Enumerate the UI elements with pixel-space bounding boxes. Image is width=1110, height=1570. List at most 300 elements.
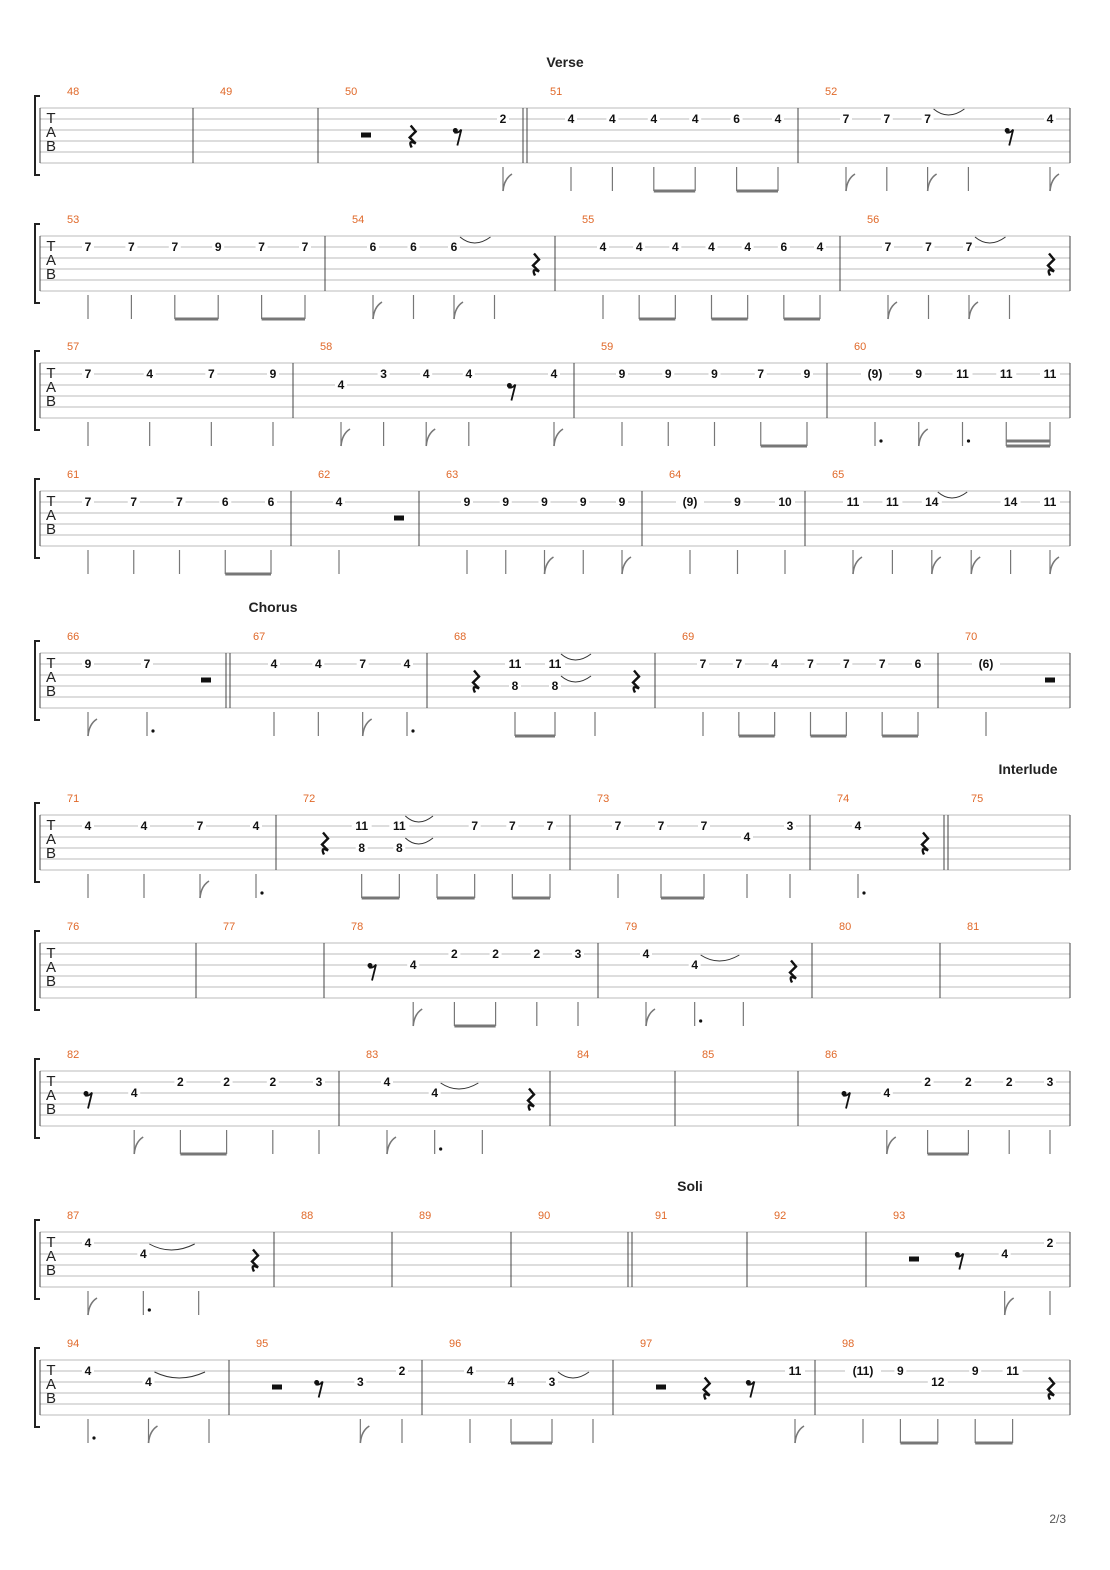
dot — [92, 1436, 95, 1439]
tab-clef-letter: B — [45, 1262, 57, 1279]
quarter-rest — [1048, 1378, 1054, 1400]
fret-number: 14 — [1003, 495, 1018, 509]
measure-number: 84 — [577, 1049, 590, 1061]
tab-system — [35, 54, 1070, 191]
fret-number: 3 — [1046, 1075, 1054, 1089]
fret-number: 4 — [466, 1364, 474, 1378]
fret-number: 7 — [807, 657, 814, 671]
note-flag — [341, 429, 350, 446]
measure — [427, 631, 639, 736]
measure-number: 93 — [893, 1210, 906, 1222]
fret-number: 4 — [130, 1086, 138, 1100]
system-bracket — [35, 803, 40, 882]
fret-number: 9 — [915, 367, 923, 381]
fret-number: 2 — [177, 1075, 184, 1089]
note-flag — [969, 302, 978, 319]
measure — [40, 793, 264, 898]
fret-number: 11 — [788, 1364, 802, 1378]
section-label: Verse — [546, 54, 584, 70]
fret-number: 9 — [664, 367, 672, 381]
measure — [798, 86, 1059, 191]
dot — [862, 891, 865, 894]
measure-number: 98 — [842, 1338, 855, 1350]
fret-number: 4 — [383, 1075, 391, 1089]
fret-number: 11 — [1043, 495, 1057, 509]
measure-number: 51 — [550, 86, 563, 98]
fret-number: 3 — [315, 1075, 323, 1089]
measure-number: 92 — [774, 1210, 787, 1222]
fret-number: 9 — [463, 495, 471, 509]
measure-number: 52 — [825, 86, 838, 98]
note-flag — [387, 1137, 396, 1154]
quarter-rest — [633, 671, 639, 693]
fret-number: 6 — [267, 495, 275, 509]
fret-number: 6 — [733, 112, 740, 126]
fret-number: 7 — [883, 112, 891, 126]
fret-number: (9) — [867, 367, 883, 381]
fret-number: 14 — [925, 495, 939, 509]
measure — [511, 1210, 550, 1287]
measure — [40, 214, 311, 319]
system-bracket — [35, 1348, 40, 1427]
measure — [193, 86, 232, 163]
fret-number: 6 — [450, 240, 458, 254]
measure — [274, 1210, 313, 1287]
measure — [938, 631, 1055, 736]
measure-number: 70 — [965, 631, 978, 643]
note-flag — [1050, 557, 1059, 574]
fret-number: 3 — [548, 1375, 556, 1389]
fret-number: 4 — [550, 367, 558, 381]
eighth-rest — [453, 128, 462, 146]
measure-number: 64 — [669, 469, 682, 481]
fret-number: 7 — [128, 240, 135, 254]
fret-number: 11 — [508, 657, 522, 671]
fret-number: 7 — [207, 367, 215, 381]
measure — [598, 921, 796, 1026]
note-flag — [846, 174, 855, 191]
fret-number: 4 — [854, 819, 862, 833]
fret-number: 4 — [774, 112, 782, 126]
dot — [699, 1019, 702, 1022]
tab-clef-letter: A — [45, 1087, 57, 1104]
fret-number: 4 — [691, 958, 699, 972]
tab-system — [35, 1049, 1070, 1154]
measure — [40, 469, 277, 574]
fret-number: 4 — [744, 240, 752, 254]
measure-number: 76 — [67, 921, 80, 933]
quarter-rest — [252, 1250, 258, 1272]
measure-number: 72 — [303, 793, 316, 805]
tab-system — [35, 469, 1070, 574]
measure — [318, 86, 512, 191]
measure — [291, 469, 404, 574]
tie — [405, 816, 433, 822]
measure-number: 57 — [67, 341, 80, 353]
section-label: Soli — [677, 1178, 703, 1194]
eighth-rest — [842, 1091, 851, 1109]
measure-number: 59 — [601, 341, 614, 353]
measure-number: 87 — [67, 1210, 80, 1222]
fret-number: 4 — [431, 1086, 439, 1100]
measure-number: 48 — [67, 86, 80, 98]
tab-clef-letter: B — [45, 683, 57, 700]
tab-clef-letter: T — [46, 365, 56, 382]
tab-clef-letter: B — [45, 138, 57, 155]
fret-number: 11 — [1006, 1364, 1019, 1378]
measure-number: 91 — [655, 1210, 668, 1222]
note-flag — [200, 881, 209, 898]
note-flag — [426, 429, 435, 446]
measure-number: 53 — [67, 214, 80, 226]
fret-number: 3 — [380, 367, 387, 381]
measure — [812, 921, 851, 998]
measure — [574, 341, 813, 446]
tab-clef-letter: A — [45, 124, 57, 141]
fret-number: 2 — [398, 1364, 406, 1378]
fret-number: 4 — [599, 240, 607, 254]
note-flag — [149, 1426, 158, 1443]
fret-number: 4 — [146, 367, 154, 381]
tie — [561, 654, 591, 660]
measure — [40, 1210, 258, 1315]
fret-number: 4 — [314, 657, 322, 671]
system-bracket — [35, 224, 40, 303]
tie — [934, 109, 965, 115]
system-bracket — [35, 1220, 40, 1299]
fret-number: 9 — [971, 1364, 979, 1378]
measure — [944, 793, 983, 870]
fret-number: 9 — [502, 495, 510, 509]
fret-number: 3 — [574, 947, 582, 961]
tab-clef-letter: A — [45, 959, 57, 976]
fret-number: 4 — [650, 112, 658, 126]
fret-number: 4 — [771, 657, 779, 671]
system-bracket — [35, 479, 40, 558]
tie — [701, 955, 740, 961]
measure-number: 75 — [971, 793, 984, 805]
fret-number: 3 — [786, 819, 794, 833]
fret-number: 7 — [301, 240, 309, 254]
dot — [151, 729, 154, 732]
fret-number: 7 — [842, 657, 850, 671]
fret-number: 7 — [171, 240, 179, 254]
note-flag — [554, 429, 563, 446]
tie — [975, 237, 1006, 243]
measure-number: 50 — [345, 86, 358, 98]
system-bracket — [35, 96, 40, 175]
measure-number: 85 — [702, 1049, 715, 1061]
half-rest — [909, 1257, 919, 1262]
fret-number: 3 — [356, 1375, 364, 1389]
fret-number: 11 — [392, 819, 406, 833]
fret-number: 4 — [465, 367, 473, 381]
fret-number: 4 — [567, 112, 575, 126]
measure — [805, 469, 1060, 574]
fret-number: 11 — [1043, 367, 1057, 381]
note-flag — [928, 174, 937, 191]
measure — [419, 469, 631, 574]
fret-number: 7 — [258, 240, 265, 254]
fret-number: 4 — [252, 819, 260, 833]
tab-clef-letter: T — [46, 1073, 56, 1090]
fret-number: 4 — [1046, 112, 1054, 126]
fret-number: 9 — [711, 367, 718, 381]
note-flag — [887, 1137, 896, 1154]
fret-number: 4 — [422, 367, 430, 381]
fret-number: 9 — [579, 495, 587, 509]
fret-number: 10 — [778, 495, 792, 509]
tab-clef-letter: A — [45, 379, 57, 396]
note-flag — [932, 557, 941, 574]
measure — [40, 1049, 325, 1154]
measure — [810, 793, 928, 898]
fret-number: (11) — [852, 1364, 874, 1378]
fret-number: 6 — [221, 495, 229, 509]
fret-number: 4 — [139, 1247, 147, 1261]
tab-clef-letter: A — [45, 831, 57, 848]
fret-number: 7 — [884, 240, 892, 254]
system-bracket — [35, 1059, 40, 1138]
fret-number: 7 — [84, 240, 92, 254]
measure-number: 62 — [318, 469, 331, 481]
fret-number: 8 — [551, 679, 559, 693]
dot — [148, 1308, 151, 1311]
tab-system — [35, 1178, 1070, 1315]
fret-number: 9 — [618, 367, 626, 381]
measure — [392, 1210, 431, 1287]
note-flag — [363, 719, 372, 736]
tie — [558, 1372, 589, 1378]
quarter-rest — [410, 126, 416, 148]
measure — [628, 1210, 667, 1287]
dot — [411, 729, 414, 732]
measure-number: 80 — [839, 921, 852, 933]
measure — [827, 341, 1060, 446]
measure-number: 79 — [625, 921, 638, 933]
fret-number: 4 — [403, 657, 411, 671]
fret-number: 7 — [176, 495, 183, 509]
fret-number: 4 — [84, 1364, 92, 1378]
fret-number: 4 — [691, 112, 699, 126]
system-bracket — [35, 931, 40, 1010]
tab-clef-letter: B — [45, 1101, 57, 1118]
section-label: Interlude — [998, 761, 1058, 777]
measure-number: 54 — [352, 214, 365, 226]
dot — [879, 439, 882, 442]
measure-number: 56 — [867, 214, 880, 226]
dot — [260, 891, 263, 894]
half-rest — [1045, 678, 1055, 683]
fret-number: 2 — [499, 112, 507, 126]
fret-number: 9 — [897, 1364, 904, 1378]
fret-number: 4 — [883, 1086, 891, 1100]
fret-number: 7 — [924, 112, 931, 126]
measure — [40, 1338, 209, 1443]
fret-number: 11 — [886, 495, 899, 509]
measure — [422, 1338, 593, 1443]
tab-clef-letter: B — [45, 521, 57, 538]
measure-number: 74 — [837, 793, 850, 805]
fret-number: 7 — [700, 819, 708, 833]
measure-number: 81 — [967, 921, 980, 933]
fret-number: 7 — [84, 495, 92, 509]
section-label: Chorus — [248, 599, 298, 615]
quarter-rest — [528, 1089, 534, 1111]
fret-number: 7 — [699, 657, 707, 671]
fret-number: (6) — [978, 657, 994, 671]
quarter-rest — [922, 833, 928, 855]
quarter-rest — [322, 833, 328, 855]
tab-system — [35, 214, 1070, 319]
tab-clef-letter: T — [46, 238, 56, 255]
measure-number: 94 — [67, 1338, 80, 1350]
tab-clef-letter: A — [45, 507, 57, 524]
note-flag — [88, 1298, 97, 1315]
fret-number: 9 — [618, 495, 626, 509]
note-flag — [1005, 1298, 1014, 1315]
fret-number: 7 — [143, 657, 151, 671]
measure — [550, 1049, 589, 1126]
system-bracket — [35, 351, 40, 430]
quarter-rest — [1048, 254, 1054, 276]
fret-number: 8 — [395, 841, 403, 855]
fret-number: 9 — [734, 495, 741, 509]
fret-number: 4 — [816, 240, 824, 254]
measure — [523, 86, 784, 191]
fret-number: 2 — [223, 1075, 230, 1089]
note-flag — [88, 719, 97, 736]
measure-number: 60 — [854, 341, 867, 353]
fret-number: 4 — [140, 819, 148, 833]
fret-number: (9) — [682, 495, 698, 509]
fret-number: 7 — [359, 657, 367, 671]
tie — [405, 838, 433, 844]
measure-number: 49 — [220, 86, 233, 98]
quarter-rest — [473, 671, 479, 693]
fret-number: 2 — [269, 1075, 277, 1089]
measure-number: 69 — [682, 631, 695, 643]
fret-number: 4 — [409, 958, 417, 972]
fret-number: 7 — [84, 367, 92, 381]
fret-number: 4 — [609, 112, 616, 126]
measure-number: 66 — [67, 631, 80, 643]
measure — [570, 793, 796, 898]
tab-clef-letter: A — [45, 252, 57, 269]
fret-number: 7 — [878, 657, 886, 671]
tie — [155, 1372, 206, 1378]
fret-number: 6 — [410, 240, 417, 254]
quarter-rest — [704, 1378, 710, 1400]
measure-number: 67 — [253, 631, 266, 643]
measure — [325, 214, 539, 319]
measure — [840, 214, 1054, 319]
measure — [642, 469, 795, 574]
fret-number: 8 — [511, 679, 519, 693]
half-rest — [361, 133, 371, 138]
fret-number: 7 — [842, 112, 850, 126]
measure — [324, 921, 584, 1026]
measure-number: 58 — [320, 341, 333, 353]
measure-number: 88 — [301, 1210, 314, 1222]
system-bracket — [35, 641, 40, 720]
measure-number: 96 — [449, 1338, 462, 1350]
note-flag — [622, 557, 631, 574]
fret-number: 4 — [635, 240, 643, 254]
fret-number: 11 — [999, 367, 1013, 381]
measure — [40, 631, 211, 736]
note-flag — [919, 429, 928, 446]
tab-clef-letter: B — [45, 973, 57, 990]
fret-number: 4 — [270, 657, 278, 671]
measure — [555, 214, 826, 319]
measure — [196, 921, 235, 998]
note-flag — [413, 1009, 422, 1026]
note-flag — [795, 1426, 804, 1443]
measure-number: 55 — [582, 214, 595, 226]
fret-number: 11 — [956, 367, 969, 381]
fret-number: 9 — [269, 367, 277, 381]
fret-number: 4 — [335, 495, 343, 509]
measure-number: 77 — [223, 921, 236, 933]
measure — [675, 1049, 714, 1126]
note-flag — [1050, 174, 1059, 191]
tab-clef-letter: T — [46, 655, 56, 672]
measure-number: 63 — [446, 469, 459, 481]
note-flag — [373, 302, 382, 319]
fret-number: 9 — [84, 657, 92, 671]
measure — [293, 341, 563, 446]
measure — [40, 341, 279, 446]
quarter-rest — [790, 961, 796, 983]
fret-number: 4 — [1001, 1247, 1009, 1261]
fret-number: 9 — [541, 495, 548, 509]
tab-clef-letter: B — [45, 266, 57, 283]
measure-number: 61 — [67, 469, 80, 481]
tab-system — [35, 599, 1070, 736]
fret-number: 7 — [925, 240, 932, 254]
measure — [613, 1338, 805, 1443]
fret-number: 4 — [671, 240, 679, 254]
fret-number: 4 — [507, 1375, 515, 1389]
measure-number: 90 — [538, 1210, 551, 1222]
measure-number: 97 — [640, 1338, 653, 1350]
tab-clef-letter: T — [46, 493, 56, 510]
fret-number: 7 — [546, 819, 554, 833]
measure-number: 78 — [351, 921, 364, 933]
tie — [938, 492, 967, 498]
fret-number: 11 — [846, 495, 860, 509]
fret-number: 7 — [130, 495, 138, 509]
tab-system — [35, 1338, 1070, 1443]
fret-number: 12 — [931, 1375, 945, 1389]
fret-number: 7 — [965, 240, 973, 254]
note-flag — [888, 302, 897, 319]
fret-number: 6 — [780, 240, 788, 254]
fret-number: 7 — [614, 819, 622, 833]
fret-number: 8 — [358, 841, 366, 855]
tab-system — [35, 341, 1070, 446]
measure — [940, 921, 979, 998]
measure-number: 86 — [825, 1049, 838, 1061]
fret-number: 2 — [1005, 1075, 1013, 1089]
measure — [229, 1338, 408, 1443]
fret-number: 11 — [355, 819, 369, 833]
tab-clef-letter: T — [46, 945, 56, 962]
fret-number: 7 — [196, 819, 204, 833]
fret-number: 7 — [508, 819, 516, 833]
measure-number: 71 — [67, 793, 80, 805]
